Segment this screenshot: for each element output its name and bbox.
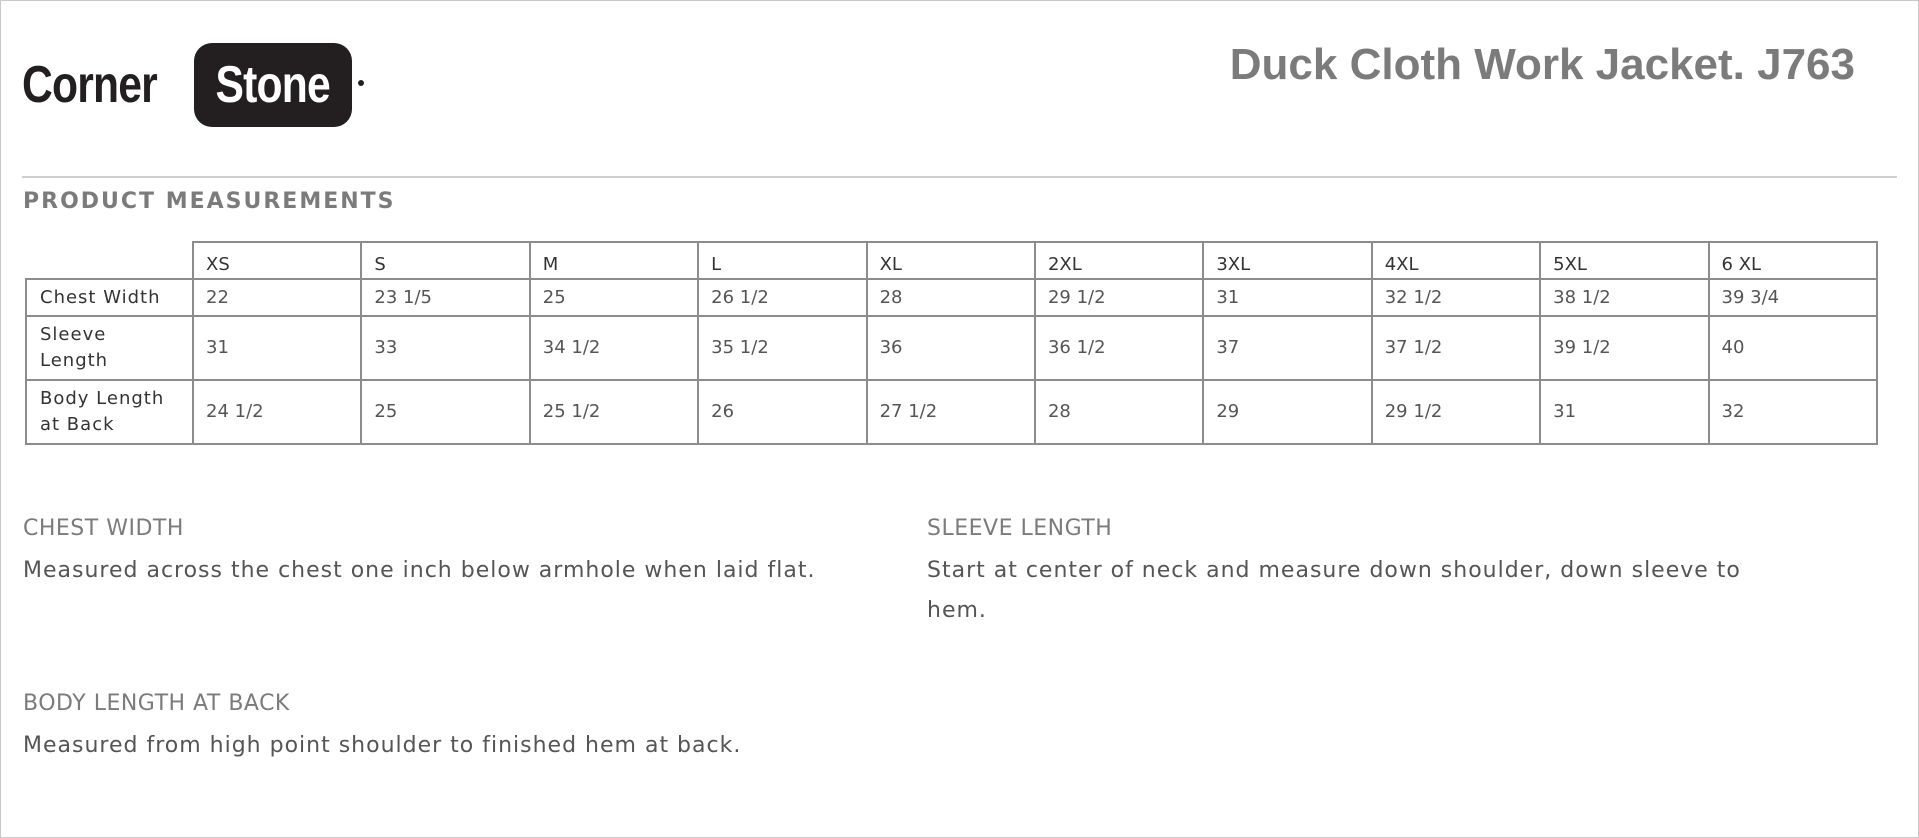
size-header-s: S (361, 242, 529, 279)
table-cell: 24 1/2 (193, 380, 361, 444)
section-heading: PRODUCT MEASUREMENTS (23, 189, 396, 214)
size-header-3xl: 3XL (1203, 242, 1371, 279)
table-cell: 31 (1540, 380, 1708, 444)
table-cell: 33 (361, 316, 529, 380)
size-header-5xl: 5XL (1540, 242, 1708, 279)
table-cell: 29 1/2 (1372, 380, 1540, 444)
size-header-m: M (530, 242, 698, 279)
header-divider (22, 176, 1897, 178)
table-cell: 37 1/2 (1372, 316, 1540, 380)
table-cell: 39 3/4 (1709, 279, 1877, 316)
table-cell: 35 1/2 (698, 316, 866, 380)
size-header-l: L (698, 242, 866, 279)
size-header-2xl: 2XL (1035, 242, 1203, 279)
table-cell: 26 (698, 380, 866, 444)
table-cell: 31 (1203, 279, 1371, 316)
body-length-title: BODY LENGTH AT BACK (23, 691, 290, 716)
logo-text-corner: Corner (22, 56, 157, 114)
table-cell: 32 (1709, 380, 1877, 444)
table-cell: 37 (1203, 316, 1371, 380)
table-cell: 27 1/2 (867, 380, 1035, 444)
table-cell: 39 1/2 (1540, 316, 1708, 380)
row-label: Sleeve Length (26, 316, 193, 380)
page-title: Duck Cloth Work Jacket. J763 (1229, 40, 1855, 89)
table-cell: 26 1/2 (698, 279, 866, 316)
table-cell: 25 1/2 (530, 380, 698, 444)
table-cell: 25 (530, 279, 698, 316)
table-cell: 34 1/2 (530, 316, 698, 380)
table-row-body-length (26, 380, 1877, 444)
table-cell: 29 (1203, 380, 1371, 444)
logo-badge (194, 43, 352, 127)
table-cell: 28 (867, 279, 1035, 316)
sleeve-length-text: Start at center of neck and measure down shoulder, down sleeve to hem. (927, 558, 1741, 623)
table-corner-cell (26, 242, 193, 279)
table-cell: 29 1/2 (1035, 279, 1203, 316)
table-cell: 25 (361, 380, 529, 444)
table-header-row (26, 242, 1877, 279)
table-cell: 31 (193, 316, 361, 380)
table-cell: 36 1/2 (1035, 316, 1203, 380)
size-header-4xl: 4XL (1372, 242, 1540, 279)
table-cell: 23 1/5 (361, 279, 529, 316)
sleeve-length-title: SLEEVE LENGTH (927, 516, 1113, 541)
size-header-xs: XS (193, 242, 361, 279)
chest-width-text: Measured across the chest one inch below armhole when laid flat. (23, 558, 816, 583)
table-row-sleeve-length (26, 316, 1877, 380)
logo-dot-icon (358, 80, 364, 86)
logo-text-stone: Stone (215, 56, 331, 114)
measurements-table (25, 241, 1878, 445)
brand-logo (22, 42, 364, 128)
row-label: Chest Width (26, 279, 193, 316)
table-cell: 38 1/2 (1540, 279, 1708, 316)
table-cell: 22 (193, 279, 361, 316)
table-row-chest-width (26, 279, 1877, 316)
chest-width-title: CHEST WIDTH (23, 516, 184, 541)
size-header-xl: XL (867, 242, 1035, 279)
size-header-6xl: 6 XL (1709, 242, 1877, 279)
body-length-text: Measured from high point shoulder to finished hem at back. (23, 733, 742, 758)
row-label: Body Length at Back (26, 380, 193, 444)
table-cell: 40 (1709, 316, 1877, 380)
table-cell: 32 1/2 (1372, 279, 1540, 316)
table-cell: 28 (1035, 380, 1203, 444)
table-cell: 36 (867, 316, 1035, 380)
